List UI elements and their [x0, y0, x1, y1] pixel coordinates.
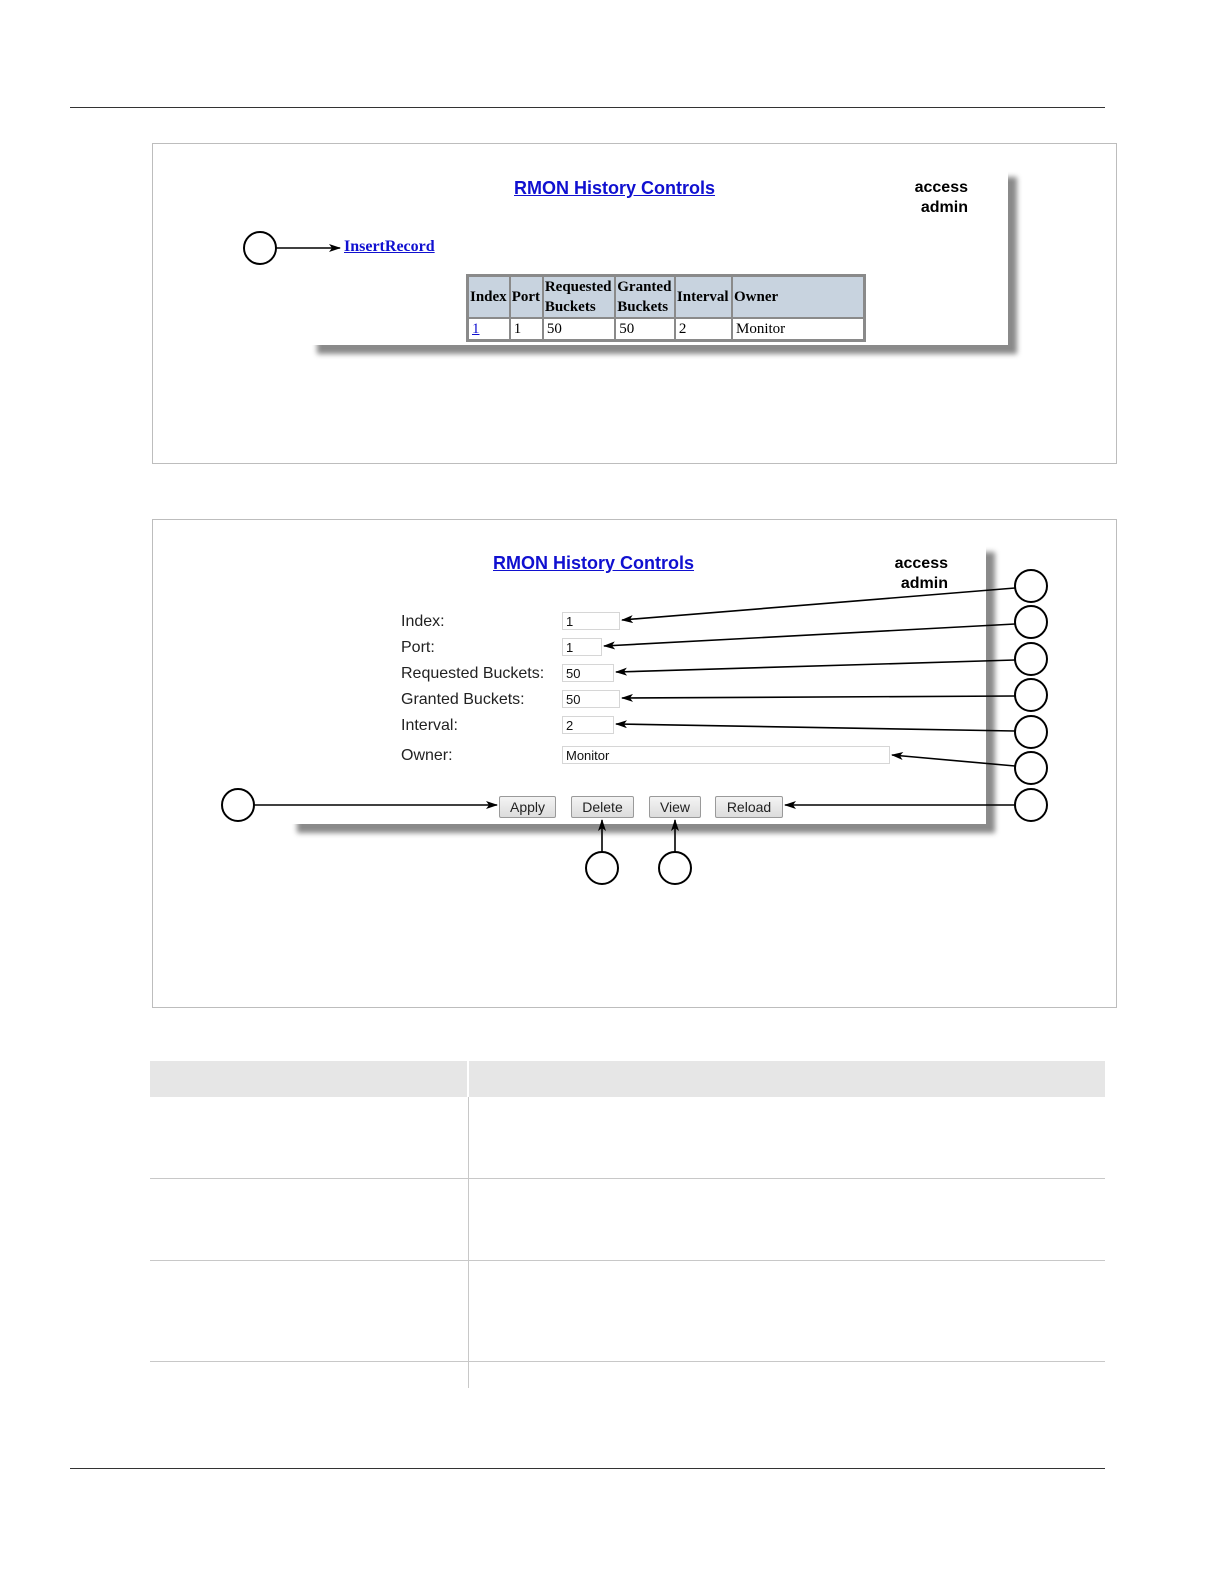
cell-requested-buckets: 50 — [543, 318, 615, 340]
column-header-port: Port — [510, 276, 543, 318]
callout-arrow — [622, 588, 1015, 620]
callout-circle — [244, 232, 276, 264]
footer-rule — [70, 1468, 1105, 1469]
access-label: access — [914, 179, 968, 196]
requested-buckets-field[interactable]: 50 — [562, 664, 614, 682]
cell-interval: 2 — [675, 318, 732, 340]
row-divider — [150, 1260, 1105, 1261]
granted-buckets-label: Granted Buckets: — [401, 691, 525, 708]
interval-field[interactable]: 2 — [562, 716, 614, 734]
callout-circle — [1015, 679, 1047, 711]
interval-label: Interval: — [401, 717, 458, 734]
apply-button[interactable]: Apply — [499, 796, 556, 818]
port-field[interactable]: 1 — [562, 638, 602, 656]
view-button[interactable]: View — [649, 796, 701, 818]
callout-arrow — [616, 660, 1015, 672]
callout-circle — [222, 789, 254, 821]
column-header-granted-buckets: Granted Buckets — [615, 276, 675, 318]
column-divider — [468, 1097, 469, 1388]
owner-field[interactable]: Monitor — [562, 746, 890, 764]
column-header-owner: Owner — [732, 276, 864, 318]
callout-circle — [1015, 606, 1047, 638]
port-label: Port: — [401, 639, 435, 656]
column-header-index: Index — [468, 276, 510, 318]
access-value: admin — [920, 199, 968, 216]
callout-circle — [586, 852, 618, 884]
delete-button[interactable]: Delete — [571, 796, 634, 818]
callout-arrow — [622, 696, 1015, 698]
reload-button[interactable]: Reload — [715, 796, 783, 818]
index-label: Index: — [401, 613, 445, 630]
callout-circle — [1015, 716, 1047, 748]
cell-granted-buckets: 50 — [615, 318, 675, 340]
index-link[interactable]: 1 — [472, 321, 480, 337]
access-value: admin — [900, 575, 948, 592]
callout-circle — [1015, 789, 1047, 821]
page-title[interactable]: RMON History Controls — [514, 178, 716, 198]
callout-circle — [1015, 752, 1047, 784]
page-title-2[interactable]: RMON History Controls — [493, 553, 695, 573]
insert-record-link[interactable]: InsertRecord — [344, 238, 435, 255]
granted-buckets-field[interactable]: 50 — [562, 690, 620, 708]
callout-arrow — [604, 624, 1015, 646]
cell-port: 1 — [510, 318, 543, 340]
callout-arrow — [892, 755, 1015, 766]
callout-circle — [659, 852, 691, 884]
callout-circle — [1015, 570, 1047, 602]
cell-owner: Monitor — [732, 318, 864, 340]
owner-label: Owner: — [401, 747, 453, 764]
callout-arrow — [616, 724, 1015, 731]
column-header-requested-buckets: Requested Buckets — [543, 276, 615, 318]
row-divider — [150, 1361, 1105, 1362]
access-label: access — [894, 555, 948, 572]
column-header-interval: Interval — [675, 276, 732, 318]
description-table-header — [150, 1061, 1105, 1097]
requested-buckets-label: Requested Buckets: — [401, 665, 545, 682]
index-field[interactable]: 1 — [562, 612, 620, 630]
row-divider — [150, 1178, 1105, 1179]
callout-circle — [1015, 643, 1047, 675]
